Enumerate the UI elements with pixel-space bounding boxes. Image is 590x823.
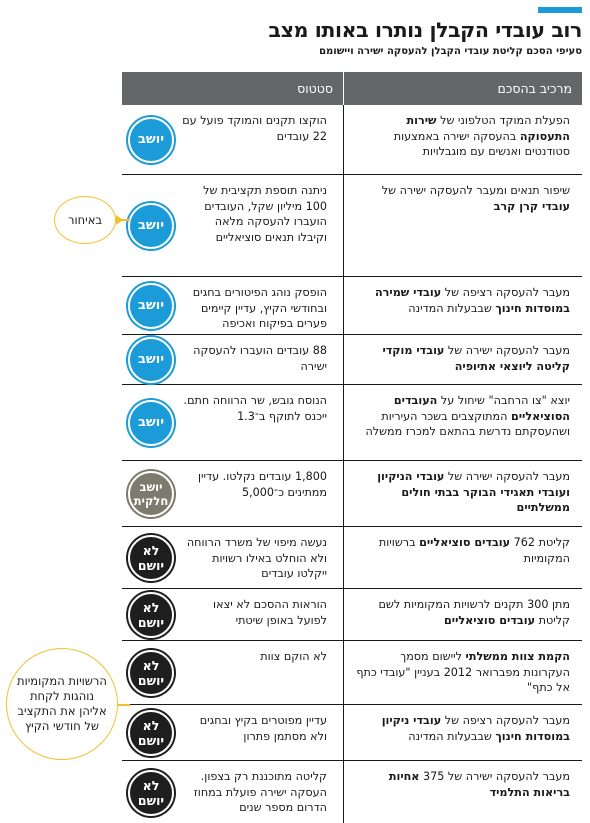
page-subtitle: סעיפי הסכם קליטת עובדי הקבלן להעסקה ישירה ויישומם	[319, 46, 582, 57]
component-cell: מעבר להעסקה רציפה של עובדי ניקיון במוסדות חינוך שבבעלות המדינה	[381, 714, 570, 743]
component-cell: מתן 300 תקנים לרשויות המקומיות לשם קליטת עובדים סוציאליים	[378, 598, 570, 627]
status-cell	[122, 277, 344, 334]
agreement-table	[122, 72, 582, 823]
status-text: ניתנה תוספת תקציבית של 100 מיליון שקל, העובדים הועברו להעסקה מלאה וקיבלו תנאים סוציאליים	[203, 184, 327, 244]
status-text: קליטה מתוכננת רק בצפון. העסקה ישירה פועלת במחוז הדרום מספר שנים	[193, 770, 327, 814]
table-row	[122, 589, 582, 641]
status-cell	[122, 105, 344, 174]
page-title: רוב עובדי הקבלן נותרו באותו מצב	[268, 18, 582, 42]
header-accent-bar	[538, 7, 582, 13]
status-badge: לא יושם	[128, 770, 174, 816]
status-text: נעשה מיפוי של משרד הרווחה ולא הוחלט באילו רשויות ייקלטו עובדים	[186, 536, 327, 580]
status-badge: לא יושם	[128, 535, 174, 581]
arrow-icon	[116, 215, 123, 225]
status-text: עדיין מפוטרים בקיץ ובחגים ולא מסתמן פתרון	[199, 714, 327, 743]
component-cell: הקמת צוות ממשלתי ליישום מסמך העקרונות מפברואר 2012 בעניין "עובדי כתף אל כתף"	[356, 650, 570, 694]
status-text: הוקצו תקנים והמוקד פועל עם 22 עובדים	[182, 114, 327, 143]
note-local-connector	[117, 704, 130, 706]
note-local-authorities: הרשויות המקומיות נוהגות לקחת אליהן את התקציב של חודשי הקיץ	[6, 648, 118, 760]
status-cell	[122, 335, 344, 384]
status-text: 1,800 עובדים נקלטו. עדיין ממתינים כ־5,000	[197, 470, 327, 499]
component-cell: מעבר להעסקה ישירה של 375 אחיות בריאות התלמיד	[388, 770, 570, 799]
table-row	[122, 277, 582, 335]
table-row	[122, 105, 582, 175]
status-badge: יושב	[128, 400, 174, 446]
status-cell	[122, 385, 344, 460]
column-header-status: סטטוס	[122, 72, 344, 105]
status-badge: יושב חלקית	[128, 471, 174, 517]
component-cell: קליטת 762 עובדים סוציאליים ברשויות המקומיות	[378, 536, 570, 565]
note-late: באיחור	[54, 196, 116, 244]
table-row	[122, 705, 582, 761]
status-badge: לא יושם	[128, 592, 174, 638]
status-cell	[122, 641, 344, 704]
status-cell	[122, 705, 344, 760]
column-header-component: מרכיב בהסכם	[497, 81, 572, 96]
status-text: הוראות ההסכם לא יצאו לפועל באופן שיטתי	[213, 598, 327, 627]
status-cell	[122, 175, 344, 276]
table-header	[122, 72, 582, 105]
component-cell: מעבר להעסקה ישירה של עובדי מוקדי קליטה ליוצאי אתיופיה	[382, 344, 570, 373]
table-row	[122, 385, 582, 461]
status-cell	[122, 461, 344, 526]
status-cell	[122, 527, 344, 588]
component-cell: יוצא "צו הרחבה" שיחול על העובדים הסוציאליים המתוקצבים בשכר העיריות ושהעסקתם נדרשת בהתאם למכרז ממשלה	[365, 394, 570, 438]
status-badge: יושב	[128, 337, 174, 383]
status-badge: לא יושם	[128, 710, 174, 756]
status-cell	[122, 761, 344, 823]
component-cell: הפעלת המוקד הטלפוני של שירות התעסוקה בהעסקה ישירה באמצעות סטודנטים ואנשים עם מוגבלויות	[393, 114, 570, 158]
table-row	[122, 761, 582, 823]
status-text: הופסק נוהג הפיטורים בחגים ובחודשי הקיץ, עדיין קיימים פערים בפיקוח ואכיפה	[192, 286, 327, 330]
table-row	[122, 461, 582, 527]
status-text: הנוסח גובש, שר הרווחה חתם. ייכנס לתוקף ב־1.3	[183, 394, 327, 423]
status-badge: לא יושם	[128, 650, 174, 696]
status-badge: יושב	[128, 203, 174, 249]
table-row	[122, 335, 582, 385]
component-cell: שיפור תנאים ומעבר להעסקה ישירה של עובדי קרן קרב	[381, 184, 570, 213]
component-cell: מעבר להעסקה ישירה של עובדי הניקיון ועובדי תאגידי הבוקר בבתי חולים ממשלתיים	[377, 470, 570, 514]
status-cell	[122, 589, 344, 640]
status-badge: יושב	[128, 117, 174, 163]
table-row	[122, 175, 582, 277]
component-cell: מעבר להעסקה רציפה של עובדי שמירה במוסדות חינוך שבבעלות המדינה	[374, 286, 570, 315]
status-text: לא הוקם צוות	[260, 650, 327, 663]
status-text: 88 עובדים הועברו להעסקה ישירה	[193, 344, 327, 373]
status-badge: יושב	[128, 283, 174, 329]
table-row	[122, 641, 582, 705]
table-row	[122, 527, 582, 589]
